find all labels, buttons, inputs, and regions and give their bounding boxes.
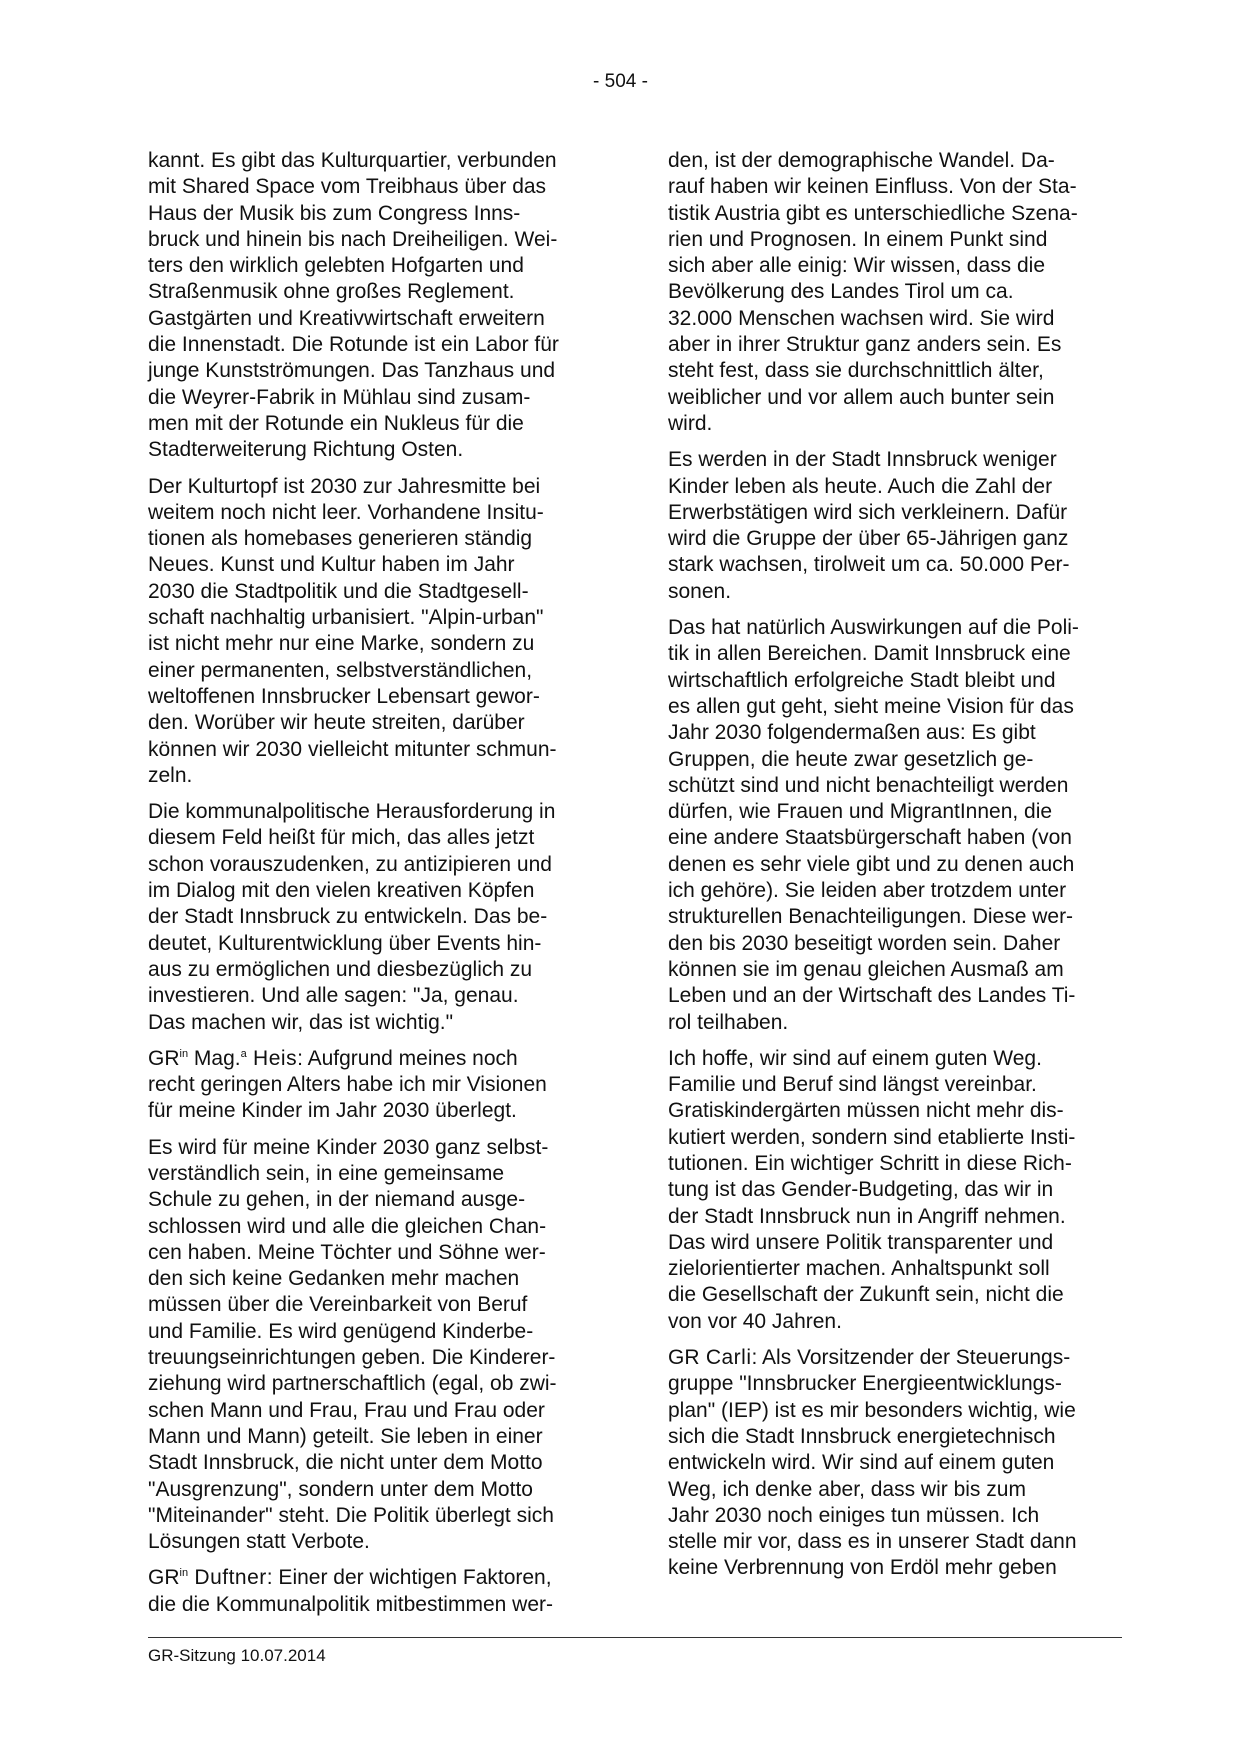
text-line: sich aber alle einig: Wir wissen, dass die bbox=[668, 254, 1045, 278]
paragraph bbox=[148, 1135, 600, 1556]
text-line: eine andere Staatsbürgerschaft haben (von bbox=[668, 826, 1072, 850]
right-column bbox=[668, 148, 1120, 1592]
text-line: cen haben. Meine Töchter und Söhne wer- bbox=[148, 1240, 546, 1264]
speech-text: : Einer der wichtigen Faktoren, bbox=[266, 1566, 552, 1590]
text-line: wird die Gruppe der über 65-Jährigen ganz bbox=[668, 527, 1069, 551]
text-line: den bis 2030 beseitigt worden sein. Daher bbox=[668, 931, 1061, 955]
text-line: Der Kulturtopf ist 2030 zur Jahresmitte bei bbox=[148, 474, 541, 498]
text-line: sonen. bbox=[668, 579, 732, 603]
speaker-title-suffix: in bbox=[179, 1567, 189, 1580]
text-line: Das wird unsere Politik transparenter und bbox=[668, 1230, 1054, 1254]
text-line: schen Mann und Frau, Frau und Frau oder bbox=[148, 1398, 545, 1422]
left-column bbox=[148, 148, 600, 1628]
text-line: Ich hoffe, wir sind auf einem guten Weg. bbox=[668, 1046, 1042, 1070]
text-line: Die kommunalpolitische Herausforderung in bbox=[148, 800, 556, 824]
speaker-title-suffix: in bbox=[179, 1047, 189, 1060]
text-line: schützt sind und nicht benachteiligt werden bbox=[668, 773, 1069, 797]
text-line: "Ausgrenzung", sondern unter dem Motto bbox=[148, 1477, 533, 1501]
text-line: diesem Feld heißt für mich, das alles jetzt bbox=[148, 826, 535, 850]
text-line: Das machen wir, das ist wichtig." bbox=[148, 1010, 454, 1034]
text-line: die Gesellschaft der Zukunft sein, nicht die bbox=[668, 1283, 1064, 1307]
text-line: tistik Austria gibt es unterschiedliche Szena- bbox=[668, 201, 1078, 225]
text-line: verständlich sein, in eine gemeinsame bbox=[148, 1161, 505, 1185]
text-line: weiblicher und vor allem auch bunter sein bbox=[668, 385, 1055, 409]
text-line: und Familie. Es wird genügend Kinderbe- bbox=[148, 1319, 534, 1343]
text-line: plan" (IEP) ist es mir besonders wichtig, wie bbox=[668, 1398, 1076, 1422]
text-line: Jahr 2030 folgendermaßen aus: Es gibt bbox=[668, 721, 1036, 745]
text-line: entwickeln wird. Wir sind auf einem guten bbox=[668, 1451, 1055, 1475]
text-line: Lösungen statt Verbote. bbox=[148, 1530, 370, 1554]
text-line: wird. bbox=[668, 411, 713, 435]
paragraph bbox=[668, 447, 1120, 605]
paragraph bbox=[668, 148, 1120, 437]
text-line: tung ist das Gender-Budgeting, das wir in bbox=[668, 1178, 1054, 1202]
text-line: sich die Stadt Innsbruck energietechnisch bbox=[668, 1424, 1056, 1448]
text-line: Leben und an der Wirtschaft des Landes Ti- bbox=[668, 984, 1076, 1008]
text-line: die Weyrer-Fabrik in Mühlau sind zusam- bbox=[148, 385, 531, 409]
text-line: können wir 2030 vielleicht mitunter schmun- bbox=[148, 737, 557, 761]
text-line: Neues. Kunst und Kultur haben im Jahr bbox=[148, 553, 515, 577]
text-line: tutionen. Ein wichtiger Schritt in diese Rich- bbox=[668, 1151, 1072, 1175]
text-line: investieren. Und alle sagen: "Ja, genau. bbox=[148, 984, 519, 1008]
text-line: Straßenmusik ohne großes Reglement. bbox=[148, 280, 515, 304]
text-line: es allen gut geht, sieht meine Vision für das bbox=[668, 694, 1074, 718]
text-line: Es werden in der Stadt Innsbruck weniger bbox=[668, 448, 1057, 472]
text-line: men mit der Rotunde ein Nukleus für die bbox=[148, 411, 524, 435]
text-line: bruck und hinein bis nach Dreiheiligen. Wei- bbox=[148, 227, 558, 251]
text-line: steht fest, dass sie durchschnittlich älter, bbox=[668, 359, 1044, 383]
text-line: weltoffenen Innsbrucker Lebensart gewor- bbox=[148, 684, 540, 708]
speaker-line bbox=[148, 1046, 600, 1072]
text-line: Weg, ich denke aber, dass wir bis zum bbox=[668, 1477, 1026, 1501]
text-line: der Stadt Innsbruck zu entwickeln. Das be- bbox=[148, 905, 548, 929]
speaker-line bbox=[148, 1565, 600, 1591]
text-line: 2030 die Stadtpolitik und die Stadtgesell- bbox=[148, 579, 529, 603]
text-line: zielorientierter machen. Anhaltspunkt soll bbox=[668, 1257, 1050, 1281]
speaker-name: Heis bbox=[246, 1046, 298, 1070]
text-line: schlossen wird und alle die gleichen Chan- bbox=[148, 1214, 547, 1238]
speaker-name: Duftner bbox=[188, 1566, 267, 1590]
text-line: stark wachsen, tirolweit um ca. 50.000 Per- bbox=[668, 553, 1070, 577]
speaker-title: GR bbox=[148, 1566, 180, 1590]
text-line: den. Worüber wir heute streiten, darüber bbox=[148, 711, 525, 735]
text-line: keine Verbrennung von Erdöl mehr geben bbox=[668, 1556, 1057, 1580]
paragraph bbox=[668, 1345, 1120, 1582]
text-line: aus zu ermöglichen und diesbezüglich zu bbox=[148, 957, 533, 981]
text-line: Haus der Musik bis zum Congress Inns- bbox=[148, 201, 521, 225]
text-line: zeln. bbox=[148, 763, 193, 787]
text-line: stelle mir vor, dass es in unserer Stadt dann bbox=[668, 1530, 1077, 1554]
text-line: Jahr 2030 noch einiges tun müssen. Ich bbox=[668, 1503, 1040, 1527]
footer-divider bbox=[148, 1637, 1122, 1638]
speaker-degree: Mag. bbox=[188, 1046, 241, 1070]
speech-text: : Aufgrund meines noch bbox=[297, 1046, 518, 1070]
text-line: von vor 40 Jahren. bbox=[668, 1309, 842, 1333]
text-line: tik in allen Bereichen. Damit Innsbruck eine bbox=[668, 642, 1071, 666]
text-line: aber in ihrer Struktur ganz anders sein. Es bbox=[668, 333, 1062, 357]
text-line: rauf haben wir keinen Einfluss. Von der Sta- bbox=[668, 175, 1077, 199]
text-line: müssen über die Vereinbarkeit von Beruf bbox=[148, 1293, 528, 1317]
page-number: - 504 - bbox=[593, 71, 648, 92]
text-line: die Innenstadt. Die Rotunde ist ein Labor für bbox=[148, 333, 559, 357]
text-line: Das hat natürlich Auswirkungen auf die Poli- bbox=[668, 616, 1079, 640]
text-line: rien und Prognosen. In einem Punkt sind bbox=[668, 227, 1048, 251]
text-line: einer permanenten, selbstverständlichen, bbox=[148, 658, 533, 682]
text-line: können sie im genau gleichen Ausmaß am bbox=[668, 957, 1064, 981]
paragraph bbox=[668, 1046, 1120, 1335]
speaker-degree-suffix: a bbox=[240, 1047, 247, 1060]
text-line: im Dialog mit den vielen kreativen Köpfen bbox=[148, 879, 535, 903]
text-line: recht geringen Alters habe ich mir Visionen bbox=[148, 1073, 547, 1097]
speaker-title: GR bbox=[148, 1046, 180, 1070]
text-line: rol teilhaben. bbox=[668, 1010, 789, 1034]
text-line: wirtschaftlich erfolgreiche Stadt bleibt und bbox=[668, 668, 1056, 692]
text-line: ziehung wird partnerschaftlich (egal, ob zwi- bbox=[148, 1372, 557, 1396]
text-line: denen es sehr viele gibt und zu denen auch bbox=[668, 852, 1075, 876]
paragraph bbox=[668, 615, 1120, 1036]
text-line: ist nicht mehr nur eine Marke, sondern zu bbox=[148, 632, 535, 656]
text-line: treuungseinrichtungen geben. Die Kinderer- bbox=[148, 1346, 556, 1370]
text-line: strukturellen Benachteiligungen. Diese wer- bbox=[668, 905, 1074, 929]
text-line: deutet, Kulturentwicklung über Events hin- bbox=[148, 931, 542, 955]
speech-text: : Als Vorsitzender der Steuerungs- bbox=[751, 1346, 1071, 1370]
text-line: den, ist der demographische Wandel. Da- bbox=[668, 149, 1055, 172]
text-line: Gratiskindergärten müssen nicht mehr dis- bbox=[668, 1099, 1064, 1123]
text-line: ich gehöre). Sie leiden aber trotzdem unter bbox=[668, 879, 1067, 903]
text-line: kutiert werden, sondern sind etablierte Insti- bbox=[668, 1125, 1076, 1149]
text-line: Stadterweiterung Richtung Osten. bbox=[148, 438, 464, 462]
text-line: weitem noch nicht leer. Vorhandene Insitu- bbox=[148, 500, 544, 524]
footer-session-date: GR-Sitzung 10.07.2014 bbox=[148, 1646, 326, 1665]
text-line: schon vorauszudenken, zu antizipieren und bbox=[148, 852, 552, 876]
text-line: ters den wirklich gelebten Hofgarten und bbox=[148, 254, 524, 278]
text-line: kannt. Es gibt das Kulturquartier, verbunden bbox=[148, 149, 557, 172]
text-line: gruppe "Innsbrucker Energieentwicklungs- bbox=[668, 1372, 1062, 1396]
speaker-line bbox=[668, 1345, 1120, 1371]
paragraph bbox=[148, 1046, 600, 1125]
paragraph bbox=[148, 148, 600, 464]
text-line: Familie und Beruf sind längst vereinbar. bbox=[668, 1073, 1037, 1097]
text-line: Kinder leben als heute. Auch die Zahl der bbox=[668, 474, 1053, 498]
text-line: 32.000 Menschen wachsen wird. Sie wird bbox=[668, 306, 1055, 330]
paragraph bbox=[148, 474, 600, 790]
text-line: für meine Kinder im Jahr 2030 überlegt. bbox=[148, 1099, 517, 1123]
speaker-title: GR bbox=[668, 1346, 700, 1370]
text-line: junge Kunstströmungen. Das Tanzhaus und bbox=[148, 359, 556, 383]
text-line: Bevölkerung des Landes Tirol um ca. bbox=[668, 280, 1014, 304]
text-line: mit Shared Space vom Treibhaus über das bbox=[148, 175, 547, 199]
text-line: Erwerbstätigen wird sich verkleinern. Dafür bbox=[668, 500, 1068, 524]
text-line: Gastgärten und Kreativwirtschaft erweitern bbox=[148, 306, 545, 330]
text-line: Schule zu gehen, in der niemand ausge- bbox=[148, 1188, 526, 1212]
text-line: der Stadt Innsbruck nun in Angriff nehmen. bbox=[668, 1204, 1066, 1228]
text-line: die die Kommunalpolitik mitbestimmen wer- bbox=[148, 1592, 553, 1616]
text-line: tionen als homebases generieren ständig bbox=[148, 527, 533, 551]
text-line: den sich keine Gedanken mehr machen bbox=[148, 1267, 520, 1291]
text-line: Mann und Mann) geteilt. Sie leben in einer bbox=[148, 1424, 543, 1448]
text-line: Gruppen, die heute zwar gesetzlich ge- bbox=[668, 747, 1034, 771]
text-line: "Miteinander" steht. Die Politik überlegt sich bbox=[148, 1503, 554, 1527]
text-line: Es wird für meine Kinder 2030 ganz selbst- bbox=[148, 1135, 549, 1159]
paragraph bbox=[148, 1565, 600, 1618]
text-line: Stadt Innsbruck, die nicht unter dem Motto bbox=[148, 1451, 543, 1475]
text-line: schaft nachhaltig urbanisiert. "Alpin-urban" bbox=[148, 606, 544, 630]
text-line: dürfen, wie Frauen und MigrantInnen, die bbox=[668, 800, 1053, 824]
paragraph bbox=[148, 799, 600, 1036]
speaker-name: Carli bbox=[699, 1346, 752, 1370]
